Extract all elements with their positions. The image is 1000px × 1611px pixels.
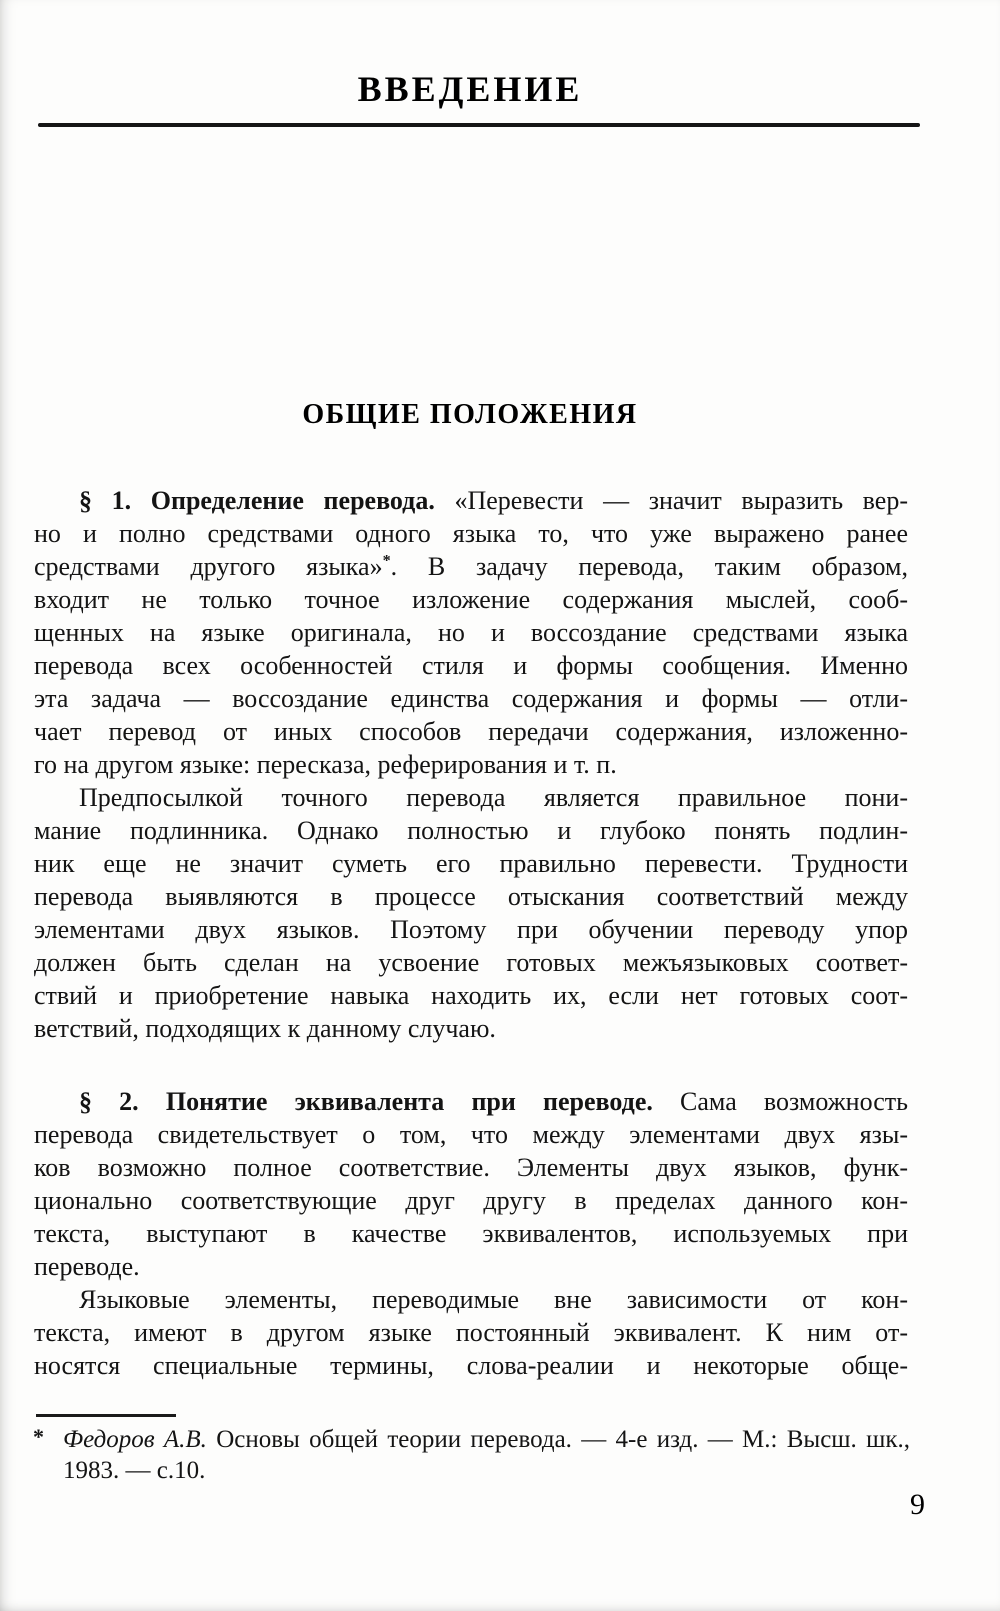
text-line: [34, 1085, 908, 1118]
footnote-line: 1983. — с.10.: [63, 1457, 206, 1484]
text-line: но и полно средствами одного языка то, что уже выражено ранее: [34, 519, 908, 548]
text-line-part: Сама возможность: [652, 1087, 909, 1116]
text-line: элементами двух языков. Поэтому при обучении переводу упор: [34, 915, 908, 944]
text-line: перевода всех особенностей стиля и формы сообщения. Именно: [34, 651, 908, 680]
paragraph-lead: § 2. Понятие эквивалента при переводе.: [79, 1087, 653, 1116]
footnote-line: [63, 1424, 910, 1455]
page-number: 9: [910, 1488, 925, 1521]
text-line: текста, имеют в другом языке постоянный эквивалент. К ним от-: [34, 1318, 908, 1347]
text-line: щенных на языке оригинала, но и воссоздание средствами языка: [34, 618, 908, 647]
text-line: ционально соответствующие друг другу в пределах данного кон-: [34, 1186, 908, 1215]
text-line: [34, 550, 908, 583]
text-line: перевода свидетельствует о том, что между элементами двух язы-: [34, 1120, 908, 1149]
text-line-part: средствами другого языка»: [34, 552, 383, 581]
text-line: должен быть сделан на усвоение готовых межъязыковых соответ-: [34, 948, 908, 977]
footnote-reference-text: Основы общей теории перевода. — 4-е изд. — М.: Высш. шк.,: [206, 1426, 910, 1453]
paragraph-lead: § 1. Определение перевода.: [79, 486, 435, 515]
text-line-part: . В задачу перевода, таким образом,: [390, 552, 908, 581]
text-line: чает перевод от иных способов передачи содержания, изложенно-: [34, 717, 908, 746]
text-line: эта задача — воссоздание единства содержания и формы — отли-: [34, 684, 908, 713]
chapter-title: ВВЕДЕНИЕ: [357, 69, 583, 109]
text-line: входит не только точное изложение содержания мыслей, сооб-: [34, 585, 908, 614]
text-line: переводе.: [34, 1252, 140, 1281]
footnote: [33, 1424, 910, 1486]
footnote-author: Федоров А.В.: [63, 1426, 207, 1453]
footnote-reference-mark: *: [382, 552, 391, 570]
text-line: мание подлинника. Однако полностью и глубоко понять подлин-: [34, 816, 908, 845]
text-line: ков возможно полное соответствие. Элементы двух языков, функ-: [34, 1153, 908, 1182]
footnote-divider-rule: [36, 1414, 176, 1417]
text-line: ник еще не значит суметь его правильно перевести. Трудности: [34, 849, 908, 878]
body-text: [34, 484, 908, 1382]
text-line: перевода выявляются в процессе отыскания соответствий между: [34, 882, 908, 911]
text-line: го на другом языке: пересказа, реферирования и т. п.: [34, 750, 617, 779]
text-line-part: «Перевести — значит выразить вер-: [434, 486, 908, 515]
text-line: носятся специальные термины, слова-реалии и некоторые обще-: [34, 1351, 908, 1380]
text-line: ствий и приобретение навыка находить их, если нет готовых соот-: [34, 981, 908, 1010]
text-line: [34, 484, 908, 517]
section-heading: ОБЩИЕ ПОЛОЖЕНИЯ: [302, 399, 638, 430]
title-divider-rule: [38, 123, 920, 127]
text-line: текста, выступают в качестве эквивалентов, используемых при: [34, 1219, 908, 1248]
text-line: Языковые элементы, переводимые вне зависимости от кон-: [79, 1285, 908, 1314]
text-line: Предпосылкой точного перевода является правильное пони-: [79, 783, 908, 812]
text-line: ветствий, подходящих к данному случаю.: [34, 1014, 496, 1043]
footnote-marker: *: [33, 1424, 44, 1449]
